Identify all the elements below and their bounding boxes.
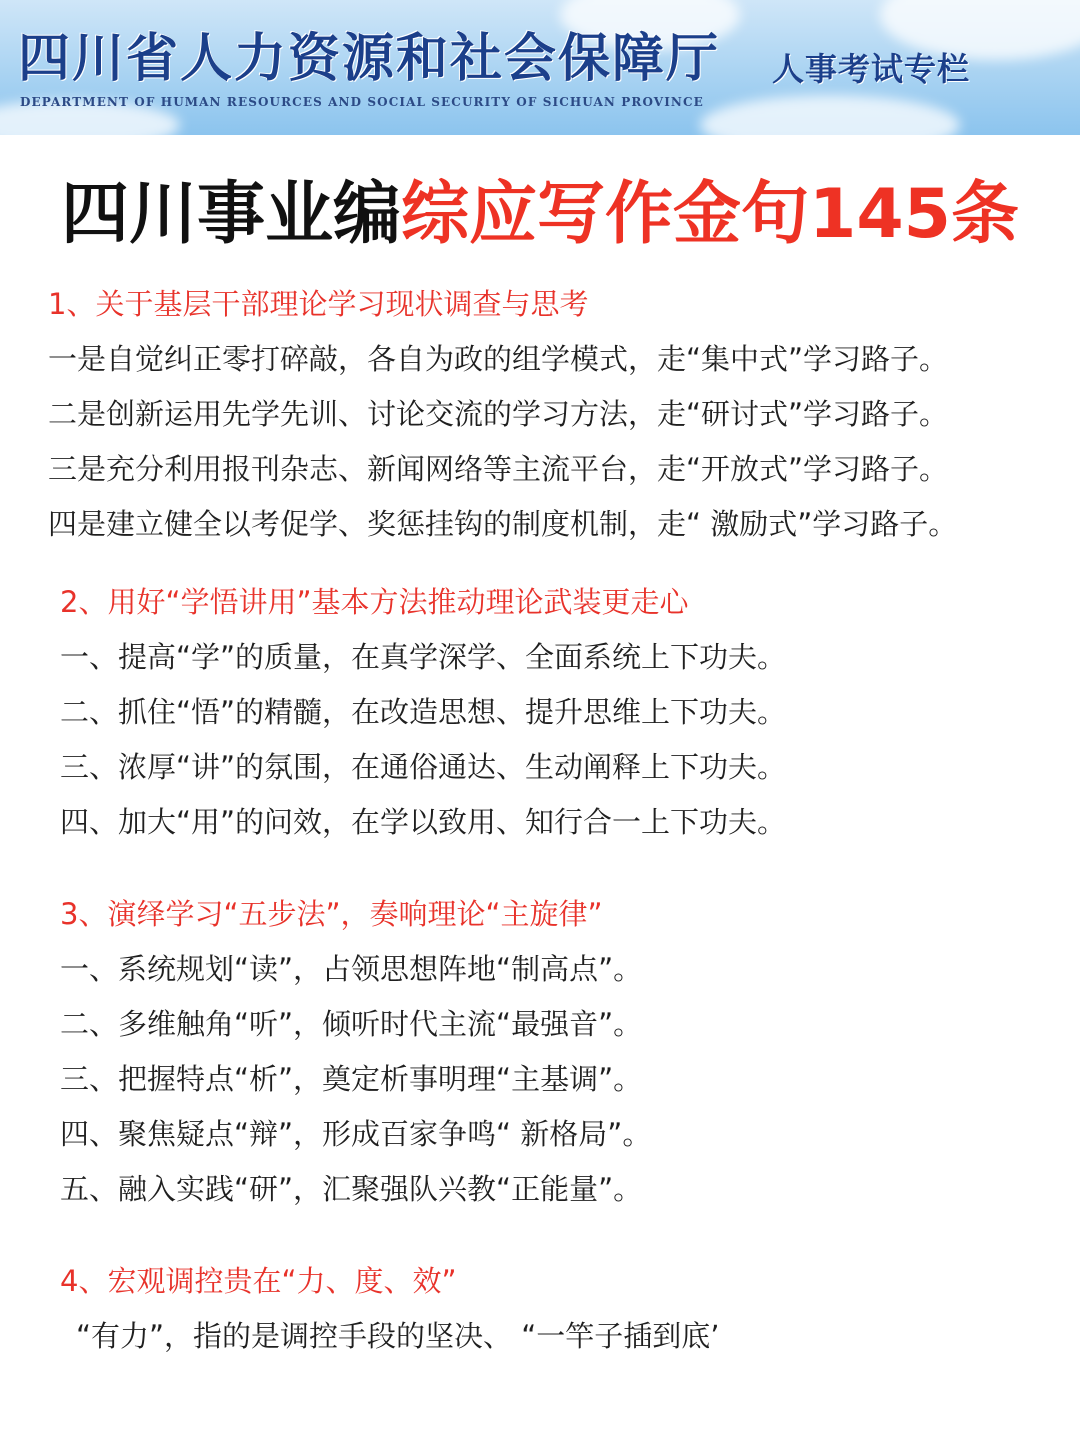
- section-heading: 3、演绎学习“五步法”，奏响理论“主旋律”: [60, 897, 603, 931]
- department-english-name: DEPARTMENT OF HUMAN RESOURCES AND SOCIAL SECURITY OF SICHUAN PROVINCE: [20, 95, 704, 109]
- section-line: 三、浓厚“讲”的氛围，在通俗通达、生动阐释上下功夫。: [60, 750, 787, 784]
- section-line: 五、融入实践“研”，汇聚强队兴教“正能量”。: [60, 1172, 643, 1206]
- section-line: 三是充分利用报刊杂志、新闻网络等主流平台，走“开放式”学习路子。: [48, 452, 949, 486]
- section-line: “有力”，指的是调控手段的坚决、 “一竿子插到底’: [76, 1319, 720, 1353]
- page-title-red: 综应写作金句145条: [401, 175, 1019, 254]
- section-line: 一、系统规划“读”，占领思想阵地“制高点”。: [60, 952, 643, 986]
- page-title: [0, 160, 1080, 257]
- section-heading: 4、宏观调控贵在“力、度、效”: [60, 1264, 457, 1298]
- section-line: 二、抓住“悟”的精髓，在改造思想、提升思维上下功夫。: [60, 695, 787, 729]
- section-line: 四、聚焦疑点“辩”，形成百家争鸣“ 新格局”。: [60, 1117, 652, 1151]
- section-line: 二、多维触角“听”，倾听时代主流“最强音”。: [60, 1007, 643, 1041]
- cloud-decoration: [700, 95, 960, 135]
- section-line: 三、把握特点“析”，奠定析事明理“主基调”。: [60, 1062, 643, 1096]
- section-heading: 1、关于基层干部理论学习现状调查与思考: [48, 287, 589, 321]
- section-heading: 2、用好“学悟讲用”基本方法推动理论武装更走心: [60, 585, 689, 619]
- exam-column-label: 人事考试专栏: [772, 50, 971, 88]
- section-line: 二是创新运用先学先训、讨论交流的学习方法，走“研讨式”学习路子。: [48, 397, 949, 431]
- section-line: 四、加大“用”的问效，在学以致用、知行合一上下功夫。: [60, 805, 787, 839]
- section-line: 一是自觉纠正零打碎敲，各自为政的组学模式，走“集中式”学习路子。: [48, 342, 949, 376]
- section-line: 一、提高“学”的质量，在真学深学、全面系统上下功夫。: [60, 640, 787, 674]
- page-title-black: 四川事业编: [61, 175, 402, 254]
- section-line: 四是建立健全以考促学、奖惩挂钩的制度机制，走“ 激励式”学习路子。: [48, 507, 958, 541]
- department-name: 四川省人力资源和社会保障厅: [18, 28, 721, 89]
- header-banner: [0, 0, 1080, 135]
